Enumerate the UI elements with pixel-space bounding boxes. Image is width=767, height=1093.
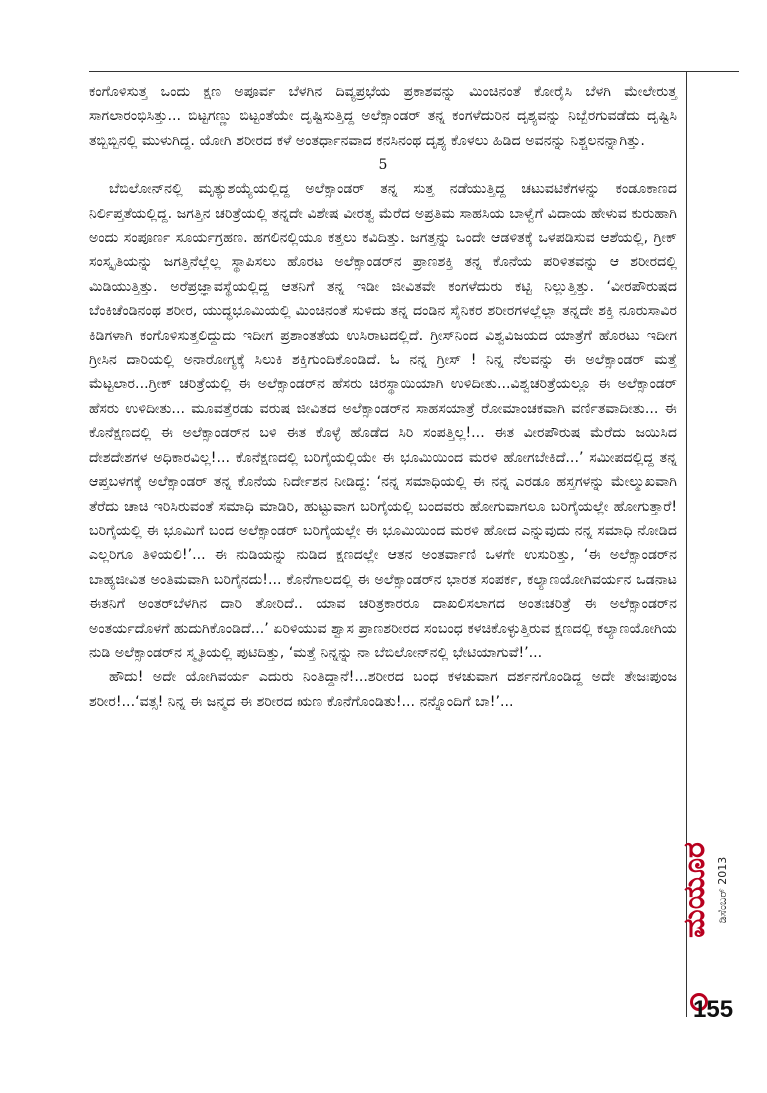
page-number: 155: [693, 996, 734, 1023]
header-rule: [89, 71, 739, 72]
magazine-title: ಮಯೂರ: [677, 842, 712, 938]
paragraph-3: ಹೌದು! ಅದೇ ಯೋಗಿವರ್ಯ ಎದುರು ನಿಂತಿದ್ದಾನೆ!...ಶರೀರದ ಬಂಧ ಕಳಚುವಾಗ ದರ್ಶನಗೊಂಡಿದ್ದ ಅದೇ ತೇಜಃಪುಂಜ ಶರೀರ!...‘ವತ್ಸ! ನಿನ್ನ ಈ ಜನ್ಮದ ಈ ಶರೀರದ ಋಣ ಕೊನೆಗೊಂಡಿತು!... ನನ್ನೊಂದಿಗೆ ಬಾ!’...: [89, 669, 677, 710]
magazine-masthead: [677, 800, 736, 980]
paragraph-1: ಕಂಗೊಳಿಸುತ್ತ ಒಂದು ಕ್ಷಣ ಅಪೂರ್ವ ಬೆಳಗಿನ ದಿವ್ಯಪ್ರಭೆಯ ಪ್ರಕಾಶವನ್ನು ಮಿಂಚಿನಂತೆ ಕೋರೈಸಿ ಬೆಳಗಿ ಮೇಲೇರುತ್ತ ಸಾಗಲಾರಂಭಿಸಿತ್ತು... ಬಿಟ್ಟಗಣ್ಣು ಬಿಟ್ಟಂತೆಯೇ ದೃಷ್ಟಿಸುತ್ತಿದ್ದ ಅಲೆಕ್ಸಾಂಡರ್ ತನ್ನ ಕಂಗಳೆದುರಿನ ದೃಶ್ಯವನ್ನು ನಿಬ್ಬೆರಗುವಡೆದು ದೃಷ್ಟಿಸಿ ತಬ್ಬಿಬ್ಬಿನಲ್ಲಿ ಮುಳುಗಿದ್ದ. ಯೋಗಿ ಶರೀರದ ಕಳೆ ಅಂತರ್ಧಾನವಾದ ಕನಸಿನಂಥ ದೃಶ್ಯ ಕೊಳಲು ಹಿಡಿದ ಅವನನ್ನು ನಿಶ್ಚಲನನ್ನಾಗಿತ್ತು.: [89, 84, 677, 149]
article-body: [89, 80, 677, 714]
paragraph-2: ಬೆಬಿಲೋನ್‌ನಲ್ಲಿ ಮೃತ್ಯುಶಯ್ಯೆಯಲ್ಲಿದ್ದ ಅಲೆಕ್ಸಾಂಡರ್ ತನ್ನ ಸುತ್ತ ನಡೆಯುತ್ತಿದ್ದ ಚಟುವಟಿಕೆಗಳನ್ನು ಕಂಡೂಕಾಣದ ನಿರ್ಲಿಪ್ತತೆಯಲ್ಲಿದ್ದ. ಜಗತ್ತಿನ ಚರಿತ್ರೆಯಲ್ಲಿ ತನ್ನದೇ ವಿಶೇಷ ವೀರತ್ವ ಮೆರೆದ ಅಪ್ರತಿಮ ಸಾಹಸಿಯ ಬಾಳ್ವೆಗೆ ವಿದಾಯ ಹೇಳುವ ಕುರುಹಾಗಿ ಅಂದು ಸಂಪೂರ್ಣ ಸೂರ್ಯಗ್ರಹಣ. ಹಗಲಿನಲ್ಲಿಯೂ ಕತ್ತಲು ಕವಿದಿತ್ತು. ಜಗತ್ತನ್ನು ಒಂದೇ ಆಡಳಿತಕ್ಕೆ ಒಳಪಡಿಸುವ ಆಶೆಯಲ್ಲಿ, ಗ್ರೀಕ್ ಸಂಸ್ಕೃತಿಯನ್ನು ಜಗತ್ತಿನೆಲ್ಲೆಲ್ಲ ಸ್ಥಾಪಿಸಲು ಹೊರಟ ಅಲೆಕ್ಸಾಂಡರ್‌ನ ಪ್ರಾಣಶಕ್ತಿ ತನ್ನ ಕೊನೆಯ ಪರಿಳಿತವನ್ನು ಆ ಶರೀರದಲ್ಲಿ ಮಿಡಿಯುತ್ತಿತ್ತು. ಅರೆಪ್ರಜ್ಞಾವಸ್ಥೆಯಲ್ಲಿದ್ದ ಆತನಿಗೆ ತನ್ನ ಇಡೀ ಜೀವಿತವೇ ಕಂಗಳೆದುರು ಕಟ್ಟಿ ನಿಲ್ಲುತ್ತಿತ್ತು. ‘ವೀರಪೌರುಷದ ಬೆಂಕಿಚೆಂಡಿನಂಥ ಶರೀರ, ಯುದ್ಧಭೂಮಿಯಲ್ಲಿ ಮಿಂಚಿನಂತೆ ಸುಳಿದು ತನ್ನ ದಂಡಿನ ಸೈನಿಕರ ಶರೀರಗಳಲ್ಲೆಲ್ಲಾ ತನ್ನದೇ ಶಕ್ತಿ ನೂರುಸಾವಿರ ಕಿಡಿಗಳಾಗಿ ಕಂಗೊಳಿಸುತ್ತಲಿದ್ದುದು ಇದೀಗ ಪ್ರಶಾಂತತೆಯ ಉಸಿರಾಟದಲ್ಲಿದೆ. ಗ್ರೀಸ್‌ನಿಂದ ವಿಶ್ವವಿಜಯದ ಯಾತ್ರೆಗೆ ಹೊರಟು ಇದೀಗ ಗ್ರೀಸಿನ ದಾರಿಯಲ್ಲಿ ಅನಾರೋಗ್ಯಕ್ಕೆ ಸಿಲುಕಿ ಶಕ್ತಿಗುಂದಿಕೊಂಡಿದೆ. ಓ ನನ್ನ ಗ್ರೀಸ್ ! ನಿನ್ನ ನೆಲವನ್ನು ಈ ಅಲೆಕ್ಸಾಂಡರ್ ಮತ್ತೆ ಮೆಟ್ಟಲಾರ...ಗ್ರೀಕ್ ಚರಿತ್ರೆಯಲ್ಲಿ ಈ ಅಲೆಕ್ಸಾಂಡರ್‌ನ ಹೆಸರು ಚಿರಸ್ಥಾಯಿಯಾಗಿ ಉಳಿದೀತು...ವಿಶ್ವಚರಿತ್ರೆಯಲ್ಲೂ ಈ ಅಲೆಕ್ಸಾಂಡರ್ ಹೆಸರು ಉಳಿದೀತು... ಮೂವತ್ತೆರಡು ವರುಷ ಜೀವಿತದ ಅಲೆಕ್ಸಾಂಡರ್‌ನ ಸಾಹಸಯಾತ್ರೆ ರೋಮಾಂಚಕವಾಗಿ ವರ್ಣಿತವಾದೀತು... ಈ ಕೊನೆಕ್ಷಣದಲ್ಲಿ ಈ ಅಲೆಕ್ಸಾಂಡರ್‌ನ ಬಳಿ ಈತ ಕೊಳ್ಳೆ ಹೊಡೆದ ಸಿರಿ ಸಂಪತ್ತಿಲ್ಲ!... ಈತ ವೀರಪೌರುಷ ಮೆರೆದು ಜಯಿಸಿದ ದೇಶದೇಶಗಳ ಅಧಿಕಾರವಿಲ್ಲ!... ಕೊನೆಕ್ಷಣದಲ್ಲಿ ಬರಿಗೈಯಲ್ಲಿಯೇ ಈ ಭೂಮಿಯಿಂದ ಮರಳಿ ಹೋಗಬೇಕಿದೆ...’ ಸಮೀಪದಲ್ಲಿದ್ದ ತನ್ನ ಆಪ್ತಬಳಗಕ್ಕೆ ಅಲೆಕ್ಸಾಂಡರ್ ತನ್ನ ಕೊನೆಯ ನಿರ್ದೇಶನ ನೀಡಿದ್ದ: ‘ನನ್ನ ಸಮಾಧಿಯಲ್ಲಿ ಈ ನನ್ನ ಎರಡೂ ಹಸ್ತಗಳನ್ನು ಮೇಲ್ಮುಖವಾಗಿ ತೆರೆದು ಚಾಚಿ ಇರಿಸಿರುವಂತೆ ಸಮಾಧಿ ಮಾಡಿರಿ, ಹುಟ್ಟುವಾಗ ಬರಿಗೈಯಲ್ಲಿ ಬಂದವರು ಹೋಗುವಾಗಲೂ ಬರಿಗೈಯಲ್ಲೇ ಹೋಗುತ್ತಾರೆ! ಬರಿಗೈಯಲ್ಲಿ ಈ ಭೂಮಿಗೆ ಬಂದ ಅಲೆಕ್ಸಾಂಡರ್ ಬರಿಗೈಯಲ್ಲೇ ಈ ಭೂಮಿಯಿಂದ ಮರಳಿ ಹೋದ ಎನ್ನುವುದು ನನ್ನ ಸಮಾಧಿ ನೋಡಿದ ಎಲ್ಲರಿಗೂ ತಿಳಿಯಲಿ!’... ಈ ನುಡಿಯನ್ನು ನುಡಿದ ಕ್ಷಣದಲ್ಲೇ ಆತನ ಅಂತರ್ವಾಣಿ ಒಳಗೇ ಉಸುರಿತ್ತು, ‘ಈ ಅಲೆಕ್ಸಾಂಡರ್‌ನ ಬಾಹ್ಯಜೀವಿತ ಅಂತಿಮವಾಗಿ ಬರಿಗೈನದು!... ಕೊನೆಗಾಲದಲ್ಲಿ ಈ ಅಲೆಕ್ಸಾಂಡರ್‌ನ ಭಾರತ ಸಂಪರ್ಕ, ಕಲ್ಯಾಣಯೋಗಿವರ್ಯನ ಒಡನಾಟ ಈತನಿಗೆ ಅಂತರ್‌ಬೆಳಗಿನ ದಾರಿ ತೋರಿದೆ.. ಯಾವ ಚರಿತ್ರಕಾರರೂ ದಾಖಲಿಸಲಾಗದ ಅಂತಃಚರಿತ್ರೆ ಈ ಅಲೆಕ್ಸಾಂಡರ್‌ನ ಅಂತರ್ಯದೊಳಗೆ ಹುದುಗಿಕೊಂಡಿದೆ...’ ಏರಿಳಿಯುವ ಶ್ವಾಸ ಪ್ರಾಣಶರೀರದ ಸಂಬಂಧ ಕಳಚಿಕೊಳ್ಳುತ್ತಿರುವ ಕ್ಷಣದಲ್ಲಿ ಕಲ್ಯಾಣಯೋಗಿಯ ನುಡಿ ಅಲೆಕ್ಸಾಂಡರ್‌ನ ಸ್ಮೃತಿಯಲ್ಲಿ ಪುಟಿದಿತ್ತು, ‘ಮತ್ತೆ ನಿನ್ನನ್ನು ನಾ ಬೆಬಿಲೋನ್‌ನಲ್ಲಿ ಭೇಟಿಯಾಗುವೆ!’...: [89, 181, 677, 661]
section-number: 5: [378, 157, 388, 174]
issue-label: ಡಿಸೆಂಬರ್ 2013: [716, 856, 729, 924]
